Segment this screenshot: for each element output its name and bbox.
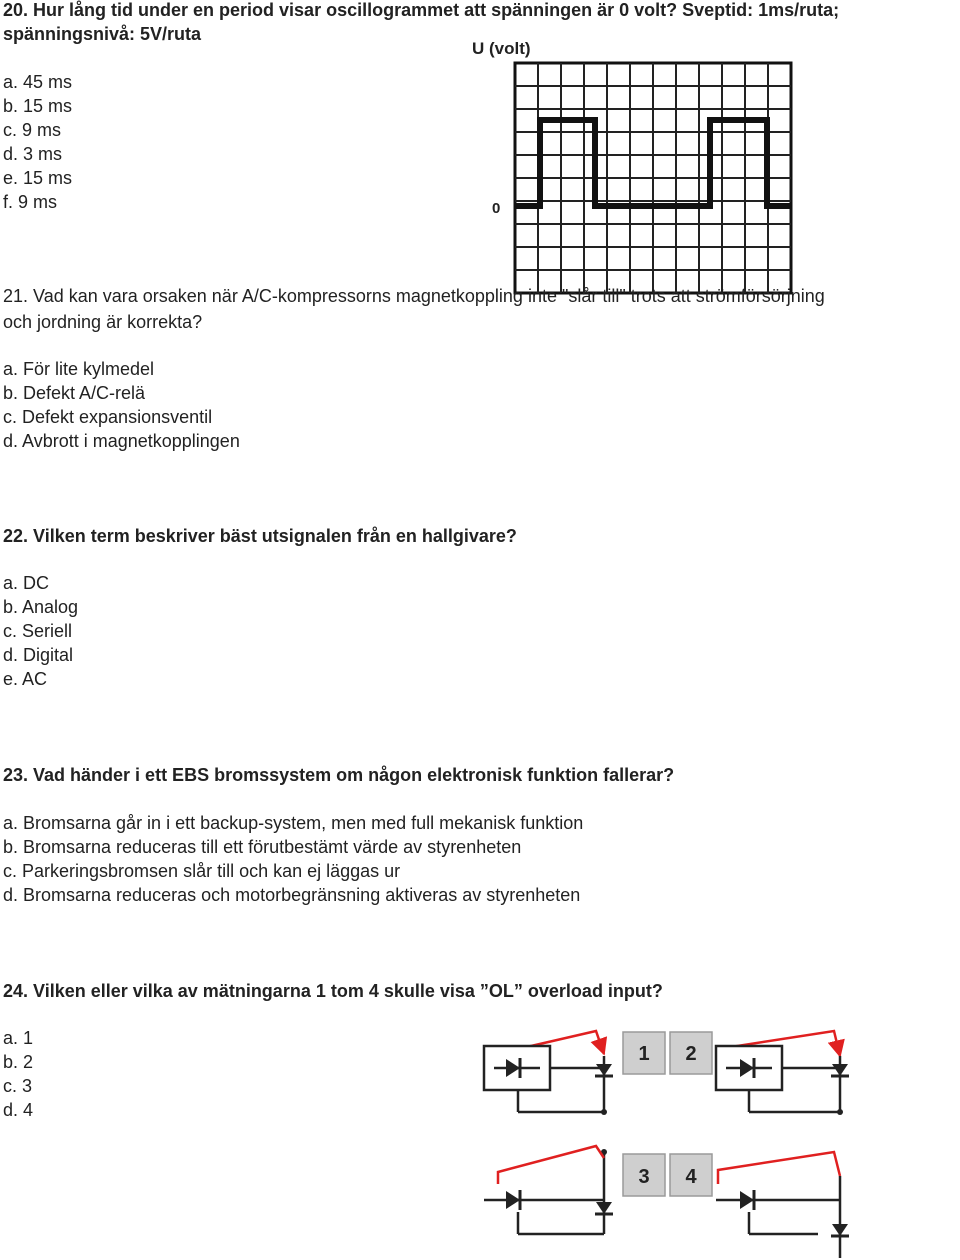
q21-option-a: a. För lite kylmedel: [3, 359, 155, 379]
q22-question: 22. Vilken term beskriver bäst utsignalen från en hallgivare?: [3, 526, 517, 546]
q24-option-a: a. 1: [3, 1028, 34, 1048]
q20-title-line1: 20. Hur lång tid under en period visar oscillogrammet att spänningen är 0 volt? Sveptid: 1ms/ruta;: [3, 0, 840, 20]
measurement-4-circuit: [716, 1152, 849, 1258]
q20-option-b: b. 15 ms: [3, 96, 73, 116]
q22-options: [3, 571, 78, 691]
q22-option-a: a. DC: [3, 573, 50, 593]
q24-option-b: b. 2: [3, 1052, 34, 1072]
probe-lead-red: [718, 1152, 840, 1184]
diode-icon: [831, 1064, 849, 1076]
q20-option-a: a. 45 ms: [3, 72, 73, 92]
q23-question: 23. Vad händer i ett EBS bromssystem om någon elektronisk funktion fallerar?: [3, 765, 675, 785]
q20-title-line2: spänningsnivå: 5V/ruta: [3, 24, 202, 44]
oscillogram-zero-label: 0: [492, 200, 501, 217]
q22-option-e: e. AC: [3, 669, 48, 689]
q23-option-a: a. Bromsarna går in i ett backup-system, men med full mekanisk funktion: [3, 813, 584, 833]
measurement-3-circuit: [484, 1146, 613, 1234]
q20-option-d: d. 3 ms: [3, 144, 63, 164]
diode-icon: [740, 1190, 754, 1210]
q22-option-b: b. Analog: [3, 597, 79, 617]
q20-options: [3, 70, 72, 214]
q21-option-c: c. Defekt expansionsventil: [3, 407, 213, 427]
label-1: 1: [638, 1043, 650, 1065]
diode-icon: [506, 1190, 520, 1210]
q24-option-c: c. 3: [3, 1076, 33, 1096]
q21-option-b: b. Defekt A/C-relä: [3, 383, 146, 403]
q23-options: [3, 811, 583, 907]
diode-icon: [595, 1202, 613, 1214]
q20-option-c: c. 9 ms: [3, 120, 62, 140]
measurement-1-circuit: [484, 1031, 613, 1115]
q22-option-d: d. Digital: [3, 645, 74, 665]
label-2: 2: [685, 1043, 697, 1065]
q23-option-b: b. Bromsarna reduceras till ett förutbestämt värde av styrenheten: [3, 837, 522, 857]
q20-option-f: f. 9 ms: [3, 192, 58, 212]
label-box-1: [623, 1032, 665, 1074]
q24-options: [3, 1026, 33, 1122]
oscillogram-ylabel: U (volt): [472, 39, 531, 58]
label-box-2: [670, 1032, 712, 1074]
oscillogram: [460, 36, 800, 276]
q24-question: 24. Vilken eller vilka av mätningarna 1 tom 4 skulle visa ”OL” overload input?: [3, 981, 663, 1001]
q21-title-line2: och jordning är korrekta?: [3, 312, 203, 332]
label-box-3: [623, 1154, 665, 1196]
q20-option-e: e. 15 ms: [3, 168, 73, 188]
measurement-2-circuit: [716, 1031, 849, 1115]
oscillogram-grid: [515, 63, 791, 293]
q24-option-d: d. 4: [3, 1100, 34, 1120]
q22-option-c: c. Seriell: [3, 621, 73, 641]
label-box-4: [670, 1154, 712, 1196]
label-4: 4: [685, 1166, 697, 1188]
probe-lead-red: [498, 1146, 604, 1184]
q23-option-d: d. Bromsarna reduceras och motorbegränsning aktiveras av styrenheten: [3, 885, 581, 905]
q21-option-d: d. Avbrott i magnetkopplingen: [3, 431, 240, 451]
q21-options: [3, 357, 240, 453]
diode-icon: [831, 1224, 849, 1236]
label-3: 3: [638, 1166, 650, 1188]
q23-option-c: c. Parkeringsbromsen slår till och kan ej läggas ur: [3, 861, 401, 881]
diode-measurements-diagram: [478, 1026, 854, 1258]
diode-icon: [595, 1064, 613, 1076]
q21-title-line1: 21. Vad kan vara orsaken när A/C-kompressorns magnetkoppling inte "slår till" trots att strömförsörjning: [3, 286, 825, 306]
